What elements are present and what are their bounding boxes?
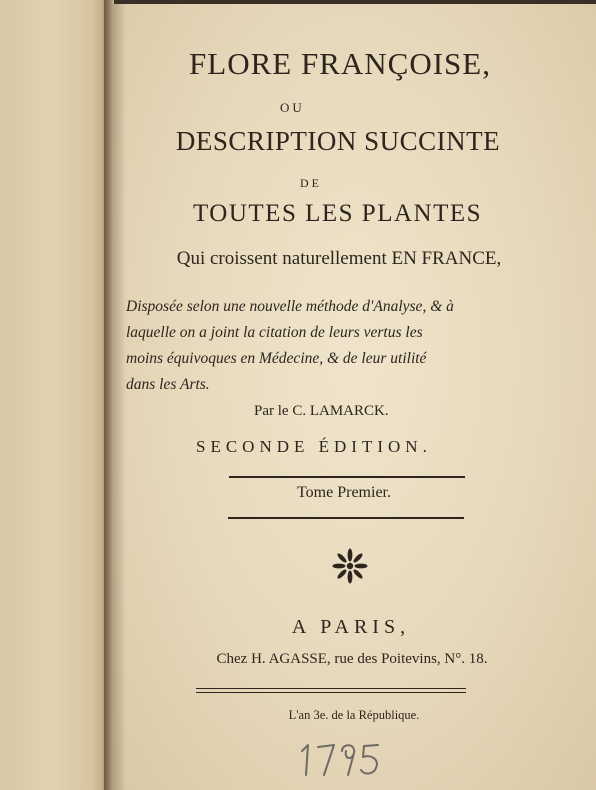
rule-above-tome — [229, 476, 465, 478]
volume-line: Tome Premier. — [297, 484, 391, 501]
description-line: moins équivoques en Médecine, & de leur utilité — [126, 350, 427, 367]
description-line: dans les Arts. — [126, 376, 210, 393]
rule-below-tome — [228, 517, 464, 519]
title-line-france: Qui croissent naturellement EN FRANCE, — [176, 248, 502, 269]
description-line: Disposée selon une nouvelle méthode d'Analyse, & à — [126, 298, 454, 315]
description-line: laquelle on a joint la citation de leurs vertus les — [126, 324, 423, 341]
left-endpaper — [0, 0, 108, 790]
title-line-ou: OU — [280, 100, 305, 115]
description-paragraph — [126, 294, 556, 398]
title-line-de: DE — [300, 176, 322, 190]
imprint-place: A PARIS, — [291, 616, 411, 638]
title-line-plantes: TOUTES LES PLANTES — [192, 200, 483, 227]
imprint-year: L'an 3e. de la République. — [288, 708, 420, 722]
flower-ornament-icon — [331, 547, 369, 585]
edition-line: SECONDE ÉDITION. — [196, 437, 432, 456]
title-line-description: DESCRIPTION SUCCINTE — [175, 126, 501, 156]
imprint-double-rule — [196, 688, 466, 689]
imprint-publisher: Chez H. AGASSE, rue des Poitevins, N°. 18. — [216, 651, 488, 667]
author-line: Par le C. LAMARCK. — [254, 403, 389, 419]
handwritten-year-note — [296, 737, 388, 783]
title-line-main: FLORE FRANÇOISE, — [189, 46, 491, 81]
